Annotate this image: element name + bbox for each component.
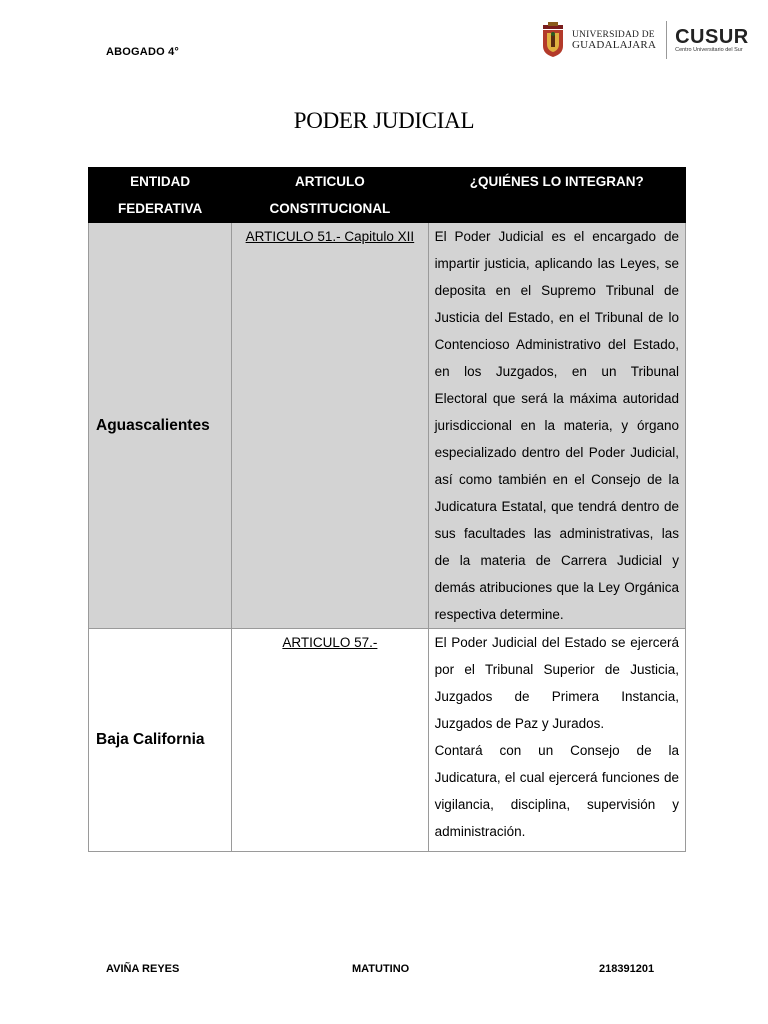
entity-cell: Aguascalientes: [89, 223, 232, 629]
university-name: [572, 30, 656, 50]
university-line2: GUADALAJARA: [572, 39, 657, 51]
header-entity-line1: ENTIDAD: [130, 174, 191, 189]
cusur-subtitle: Centro Universitario del Sur: [675, 46, 743, 53]
header-article-line1: ARTICULO: [295, 174, 365, 189]
article-cell: ARTICULO 51.- Capitulo XII: [232, 223, 428, 629]
description-cell: [428, 629, 685, 852]
header-entity-line2: FEDERATIVA: [117, 201, 203, 216]
header-article-line2: CONSTITUCIONAL: [269, 201, 391, 216]
judicial-table: [88, 167, 686, 852]
header-members-line1: ¿QUIÉNES LO INTEGRAN?: [469, 174, 644, 189]
university-seal-icon: [540, 22, 566, 58]
entity-cell: Baja California: [89, 629, 232, 852]
header-members: [428, 168, 685, 223]
description-paragraph: El Poder Judicial es el encargado de impartir justicia, aplicando las Leyes, se deposita en el Supremo Tribunal de Justicia del Estado, en el Tribunal de lo Contencioso Administrativo del Estado, en los Juzgados, en un Tribunal Electoral que será la máxima autoridad jurisdiccional en la materia, y órgano especializado dentro del Poder Judicial, así como también en el Consejo de la Judicatura Estatal, que tendrá dentro de sus facultades las administrativas, las de la materia de Carrera Judicial y demás atribuciones que la Ley Orgánica respectiva determine.: [434, 229, 679, 622]
cusur-logo: [675, 27, 749, 54]
university-logo: [540, 20, 756, 60]
logo-divider: [666, 21, 667, 59]
description-cell: [428, 223, 685, 629]
description-paragraph: Contará con un Consejo de la Judicatura, el cual ejercerá funciones de vigilancia, disciplina, supervisión y administración.: [434, 743, 679, 839]
page-title: PODER JUDICIAL: [293, 108, 475, 133]
cusur-name: CUSUR: [675, 25, 749, 48]
footer-name: AVIÑA REYES: [106, 963, 180, 975]
footer-shift: MATUTINO: [352, 963, 410, 975]
header-entity: [89, 168, 232, 223]
university-line1: UNIVERSIDAD DE: [572, 30, 655, 40]
footer-code: 218391201: [599, 963, 655, 975]
table-row: [89, 629, 686, 852]
description-paragraph: El Poder Judicial del Estado se ejercerá por el Tribunal Superior de Justicia, Juzgados de Primera Instancia, Juzgados de Paz y Jurados.: [434, 635, 679, 731]
table-header-row: [89, 168, 686, 223]
table-row: [89, 223, 686, 629]
header-article: [232, 168, 428, 223]
header-course-label: ABOGADO 4°: [106, 46, 180, 58]
article-cell: ARTICULO 57.-: [232, 629, 428, 852]
